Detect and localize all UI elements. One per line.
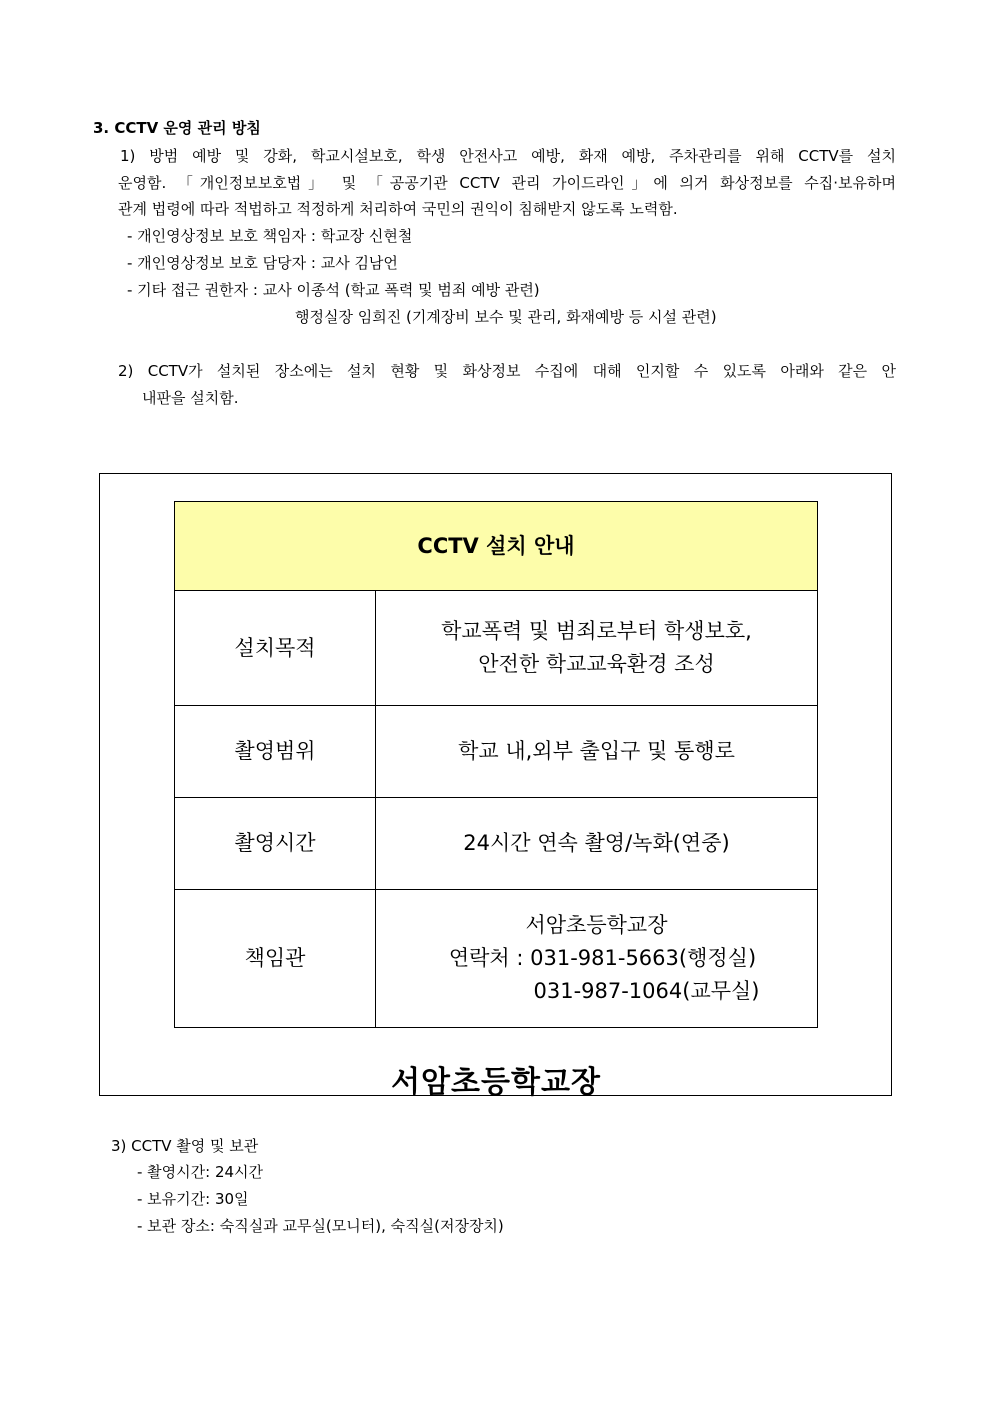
cctv-notice-table — [174, 501, 818, 1028]
paragraph-line: 내판을 설치함. — [142, 388, 239, 407]
list-item: - 보유기간: 30일 — [137, 1190, 249, 1208]
row-value — [376, 798, 818, 890]
row-label: 책임관 — [175, 890, 376, 1028]
paragraph-line: 운영함. 「개인정보보호법」 및 「공공기관 CCTV 관리 가이드라인」에 의거 화상정보를 수집·보유하며 — [118, 173, 896, 192]
row-label: 설치목적 — [175, 591, 376, 706]
row-value — [376, 890, 818, 1028]
section-heading: 3. CCTV 운영 관리 방침 — [93, 119, 261, 137]
list-item: - 개인영상정보 보호 책임자 : 학교장 신현철 — [127, 227, 413, 245]
subsection-heading: 3) CCTV 촬영 및 보관 — [111, 1137, 259, 1155]
value-line: 학교폭력 및 범죄로부터 학생보호, — [441, 619, 752, 643]
list-item: - 기타 접근 권한자 : 교사 이종석 (학교 폭력 및 범죄 예방 관련) — [127, 281, 540, 299]
value-line: 서암초등학교장 — [525, 913, 668, 937]
table-row — [175, 798, 818, 890]
value-line: 안전한 학교교육환경 조성 — [478, 652, 715, 676]
notice-title: CCTV 설치 안내 — [175, 502, 818, 591]
table-row — [175, 706, 818, 798]
table-row — [175, 890, 818, 1028]
row-value — [376, 591, 818, 706]
row-label: 촬영범위 — [175, 706, 376, 798]
paragraph-line: 2) CCTV가 설치된 장소에는 설치 현황 및 화상정보 수집에 대해 인지할 수 있도록 아래와 같은 안 — [118, 362, 896, 380]
table-row — [175, 591, 818, 706]
value-line: 24시간 연속 촬영/녹화(연중) — [463, 831, 730, 855]
list-item: - 촬영시간: 24시간 — [137, 1163, 264, 1181]
list-item: - 보관 장소: 숙직실과 교무실(모니터), 숙직실(저장장치) — [137, 1217, 504, 1235]
list-item: - 개인영상정보 보호 담당자 : 교사 김남언 — [127, 254, 398, 272]
list-item-continuation: 행정실장 임희진 (기계장비 보수 및 관리, 화재예방 등 시설 관련) — [295, 308, 717, 326]
school-seal-text: 서암초등학교장 — [391, 1065, 601, 1100]
value-line: 학교 내,외부 출입구 및 통행로 — [458, 739, 735, 763]
policy-paragraph-1 — [118, 143, 896, 223]
row-label: 촬영시간 — [175, 798, 376, 890]
policy-paragraph-2 — [118, 358, 896, 411]
row-value — [376, 706, 818, 798]
value-line: 031-987-1064(교무실) — [533, 979, 760, 1003]
paragraph-line: 관계 법령에 따라 적법하고 적정하게 처리하여 국민의 권익이 침해받지 않도록 노력함. — [118, 200, 678, 218]
paragraph-line: 1) 방범 예방 및 강화, 학교시설보호, 학생 안전사고 예방, 화재 예방, 주차관리를 위해 CCTV를 설치 — [120, 147, 896, 165]
value-line: 연락처 : 031-981-5663(행정실) — [448, 946, 757, 970]
